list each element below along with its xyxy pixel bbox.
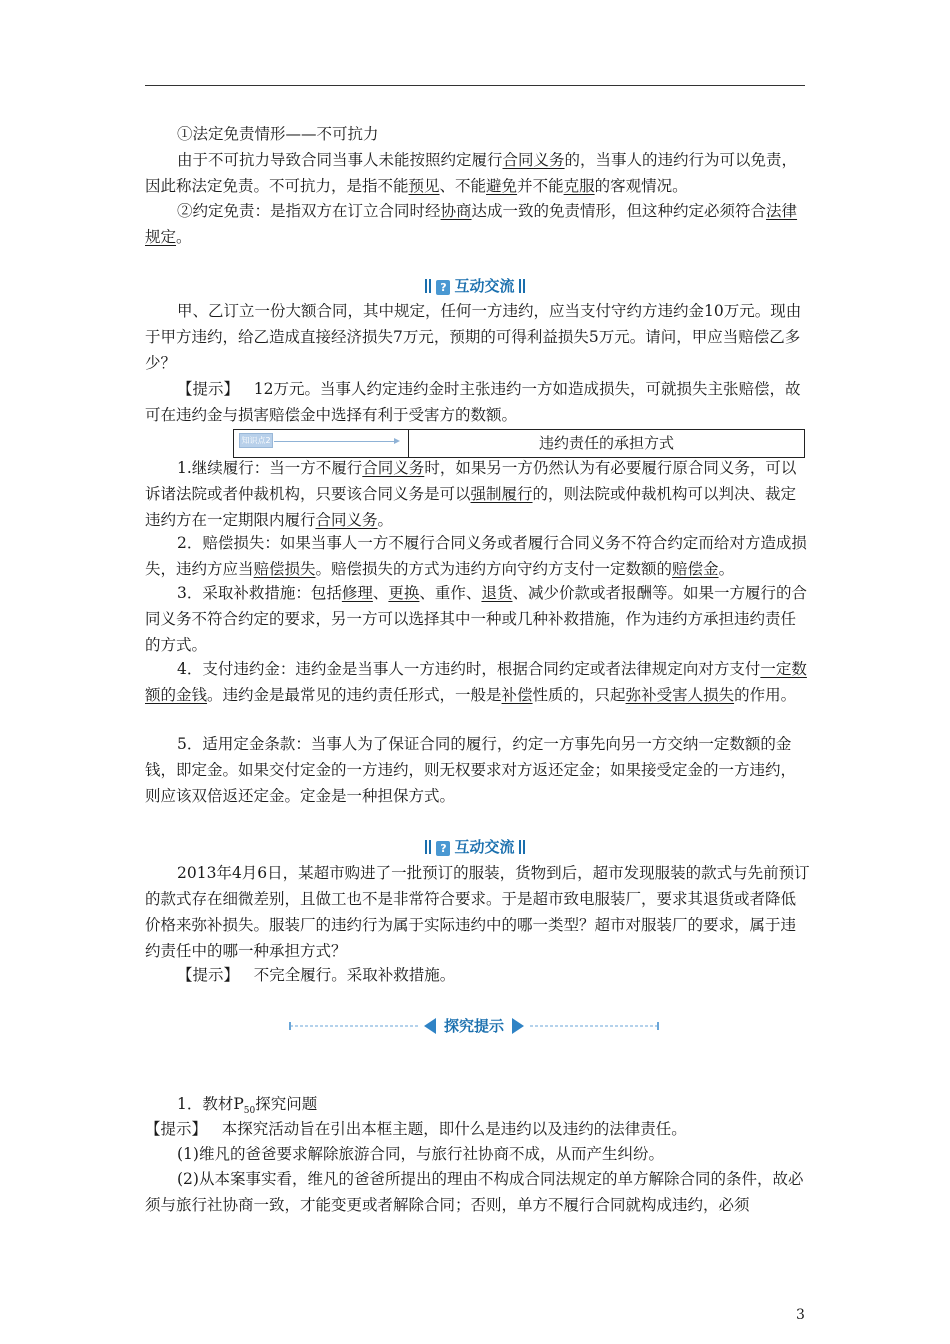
explore-point-1: (1)维凡的爸爸要求解除旅游合同，与旅行社协商不成，从而产生纠纷。 <box>177 1145 664 1163</box>
knowledge-point-table <box>233 429 805 458</box>
underlined-term: 强制履行 <box>470 485 533 503</box>
underlined-term: 退货 <box>481 584 513 602</box>
underlined-term: 合同义务 <box>502 151 565 169</box>
underlined-term: 弥补受害人损失 <box>625 686 735 704</box>
exchange-heading-2: ? 互动交流 <box>0 836 950 857</box>
exchange-heading-1: ? 互动交流 <box>0 275 950 296</box>
underlined-term: 合同义务 <box>315 511 378 529</box>
explore-heading-banner <box>288 1014 660 1038</box>
underlined-term: 修理 <box>341 584 373 602</box>
underlined-term: 避免 <box>486 177 518 195</box>
force-majeure-paragraph: 由于不可抗力导致合同当事人未能按照约定履行合同义务的，当事人的违约行为可以免责，因此称法定免责。不可抗力，是指不能预见、不能避免并不能克服的客观情况。 <box>145 151 798 195</box>
underlined-term: 法律规定 <box>145 202 798 246</box>
exemption-item-2: ②约定免责：是指双方在订立合同时经协商达成一致的免责情形，但这种约定必须符合法律规定。 <box>145 202 798 246</box>
underlined-term: 合同义务 <box>362 459 425 477</box>
underlined-term: 一定数额的金钱 <box>145 660 807 704</box>
way-2-compensation: 2．赔偿损失：如果当事人一方不履行合同义务或者履行合同义务不符合约定而给对方造成损失，违约方应当赔偿损失。赔偿损失的方式为违约方向守约方支付一定数额的赔偿金。 <box>145 534 807 578</box>
explore-item-title: 1．教材$P_{50}$探究问题 <box>177 1095 318 1117</box>
explore-point-2: (2)从本案事实看，维凡的爸爸所提出的理由不构成合同法规定的单方解除合同的条件，故必须与旅行社协商一致，才能变更或者解除合同；否则，单方不履行合同就构成违约，必须 <box>145 1170 804 1214</box>
exchange-1-hint: 【提示】 12万元。当事人约定违约金时主张违约一方如造成损失，可就损失主张赔偿，故可在违约金与损害赔偿金中选择有利于受害方的数额。 <box>145 380 801 424</box>
arrow-icon <box>274 441 398 442</box>
way-5-deposit: 5．适用定金条款：当事人为了保证合同的履行，约定一方事先向另一方交纳一定数额的金钱，即定金。如果交付定金的一方违约，则无权要求对方返还定金；如果接受定金的一方违约，则应该双倍返还定金。定金是一种担保方式。 <box>145 735 797 805</box>
explore-heading: 探究提示 <box>443 1017 504 1035</box>
underlined-term: 更换 <box>388 584 420 602</box>
way-3-remedial-measures: 3．采取补救措施：包括修理、更换、重作、退货、减少价款或者报酬等。如果一方履行的合同义务不符合约定的要求，另一方可以选择其中一种或几种补救措施，作为违约方承担违约责任的方式。 <box>145 584 807 654</box>
explore-hint: 【提示】 本探究活动旨在引出本框主题，即什么是违约以及违约的法律责任。 <box>145 1120 687 1138</box>
underlined-term: 补偿 <box>501 686 533 704</box>
knowledge-point-badge: 知识点2 <box>239 433 273 448</box>
way-4-penalty: 4．支付违约金：违约金是当事人一方违约时，根据合同约定或者法律规定向对方支付一定数额的金钱。违约金是最常见的违约责任形式，一般是补偿性质的，只起弥补受害人损失的作用。 <box>145 660 807 704</box>
way-1-continue-performance: 1.继续履行：当一方不履行合同义务时，如果另一方仍然认为有必要履行原合同义务，可以诉诸法院或者仲裁机构，只要该合同义务是可以强制履行的，则法院或仲裁机构可以判决、裁定违约方在一定期限内履行合同义务。 <box>145 459 797 529</box>
underlined-term: 赔偿金 <box>672 560 719 578</box>
question-icon: ? <box>436 841 450 856</box>
underlined-term: 克服 <box>563 177 595 195</box>
header-rule <box>145 85 805 86</box>
knowledge-point-label-cell <box>234 430 409 457</box>
exemption-item-1-title: ①法定免责情形——不可抗力 <box>177 125 379 143</box>
underlined-term: 赔偿损失 <box>253 560 316 578</box>
exchange-2-hint: 【提示】 不完全履行。采取补救措施。 <box>177 966 456 984</box>
exchange-1-question: 甲、乙订立一份大额合同，其中规定，任何一方违约，应当支付守约方违约金10万元。现由于甲方违约，给乙造成直接经济损失7万元，预期的可得利益损失5万元。请问，甲应当赔偿乙多少？ <box>145 302 802 372</box>
exchange-2-question: 2013年4月6日，某超市购进了一批预订的服装，货物到后，超市发现服装的款式与先前预订的款式存在细微差别，且做工也不是非常符合要求。于是超市致电服装厂，要求其退货或者降低价格来弥补损失。服装厂的违约行为属于实际违约中的哪一类型？超市对服装厂的要求，属于违约责任中的哪一种承担方式？ <box>145 864 810 960</box>
underlined-term: 预见 <box>408 177 440 195</box>
underlined-term: 协商 <box>440 202 472 220</box>
page-number: 3 <box>796 1307 805 1323</box>
knowledge-point-title: 违约责任的承担方式 <box>538 434 674 452</box>
question-icon: ? <box>436 280 450 295</box>
